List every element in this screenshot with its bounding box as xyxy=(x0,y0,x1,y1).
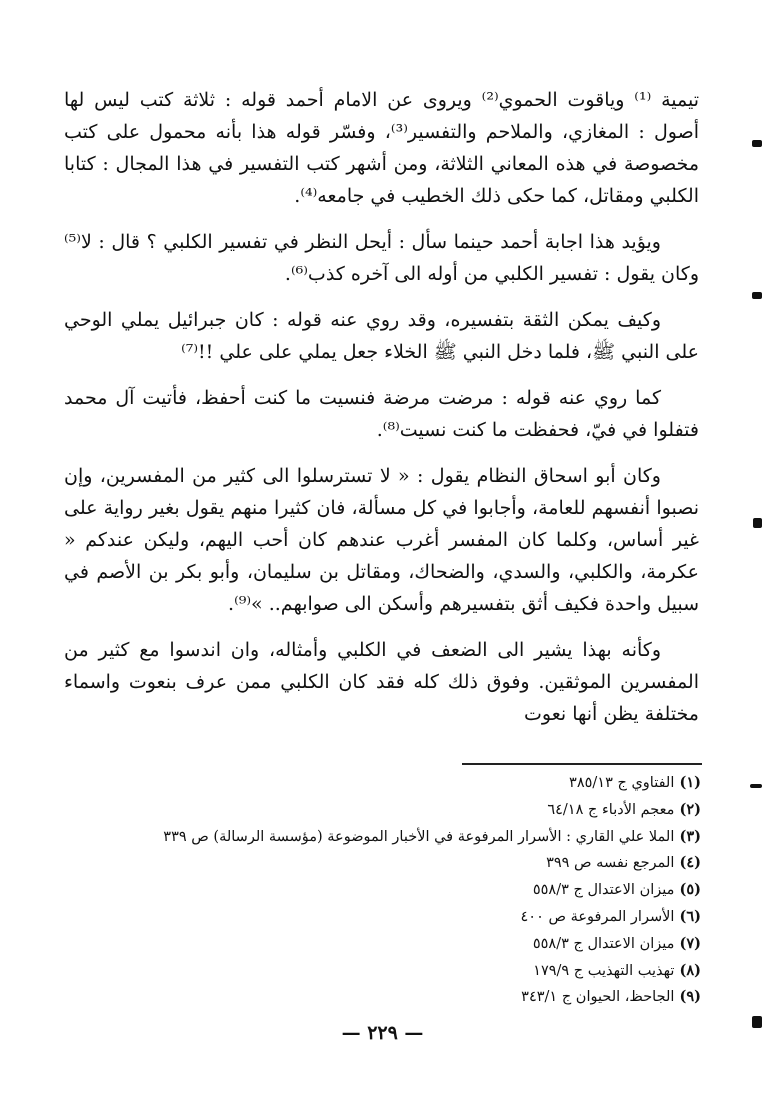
page-number: — ٢٢٩ — xyxy=(341,1022,424,1044)
scan-mark xyxy=(750,784,762,788)
footnote xyxy=(181,797,701,824)
footnote-text: المرجع نفسه ص ٣٩٩ xyxy=(546,855,675,872)
footnote-number: (٧) xyxy=(679,934,701,952)
footnote xyxy=(181,850,701,877)
paragraph: وكان أبو اسحاق النظام يقول : « لا تسترسلوا الى كثير من المفسرين، وإن نصبوا أنفسهم للعامة، وأجابوا في كل مسألة، فان كثيرا منهم يقول بغير رواية على غير أساس، وكلما كان المفسر أغرب عندهم كان أحب اليهم، وليكن عندكم « عكرمة، والكلبي، والسدي، والضحاك، ومقاتل بن سليمان، وأبو بكر بن الأصم في سبيل واحدة فكيف أثق بتفسيرهم وأسكن الى صوابهم.. »⁽⁹⁾. xyxy=(64,465,699,615)
footnote-text: تهذيب التهذيب ج ١٧٩/٩ xyxy=(533,962,675,979)
paragraph: تيمية ⁽¹⁾ وياقوت الحموي⁽²⁾ ويروى عن الامام أحمد قوله : ثلاثة كتب ليس لها أصول : المغازي، والملاحم والتفسير⁽³⁾، وفسّر قوله هذا بأنه محمول على كتب مخصوصة في هذه المعاني الثلاثة، ومن أشهر كتب التفسير في هذا المجال : كتابا الكلبي ومقاتل، كما حكى ذلك الخطيب في جامعه⁽⁴⁾. xyxy=(64,89,700,207)
main-text xyxy=(64,84,699,744)
paragraph: كما روي عنه قوله : مرضت مرضة فنسيت ما كنت أحفظ، فأتيت آل محمد فتفلوا في فيّ، فحفظت ما كنت نسيت⁽⁸⁾. xyxy=(64,387,699,441)
footnote-text: ميزان الاعتدال ج ٥٥٨/٣ xyxy=(532,882,675,899)
footnote-number: (٥) xyxy=(679,881,701,899)
footnote xyxy=(181,958,701,985)
footnote-number: (٨) xyxy=(679,961,701,979)
scan-mark xyxy=(752,140,762,147)
footnote xyxy=(181,931,701,958)
footnotes xyxy=(163,770,701,1011)
footnote xyxy=(181,770,701,797)
footnote-text: الجاحظ، الحيوان ج ٣٤٣/١ xyxy=(521,989,675,1006)
paragraph: وكيف يمكن الثقة بتفسيره، وقد روي عنه قوله : كان جبرائيل يملي الوحي على النبي ﷺ، فلما دخل النبي ﷺ الخلاء جعل يملي على علي !!⁽⁷⁾ xyxy=(64,309,699,363)
footnote-separator xyxy=(462,763,702,765)
footnote-number: (٣) xyxy=(679,827,701,845)
paragraph: ويؤيد هذا اجابة أحمد حينما سأل : أيحل النظر في تفسير الكلبي ؟ قال : لا⁽⁵⁾ وكان يقول : تفسير الكلبي من أوله الى آخره كذب⁽⁶⁾. xyxy=(64,231,699,285)
footnote-text: الفتاوي ج ٣٨٥/١٣ xyxy=(569,775,675,791)
scan-mark xyxy=(753,518,762,528)
footnote-text: الأسرار المرفوعة ص ٤٠٠ xyxy=(520,908,675,925)
footnote-number: (٩) xyxy=(679,988,701,1006)
footnote xyxy=(181,877,701,904)
footnote-text: ميزان الاعتدال ج ٥٥٨/٣ xyxy=(532,935,675,952)
footnote-text: الملا علي القاري : الأسرار المرفوعة في الأخبار الموضوعة (مؤسسة الرسالة) ص ٣٣٩ xyxy=(163,828,675,845)
footnote-number: (٢) xyxy=(679,800,701,818)
footnote-number: (٦) xyxy=(679,907,701,925)
footnote xyxy=(163,824,701,851)
footnote xyxy=(181,904,701,931)
footnote xyxy=(181,984,701,1011)
footnote-number: (٤) xyxy=(679,854,701,872)
footnote-number: (١) xyxy=(679,774,701,791)
scan-mark xyxy=(752,1016,762,1028)
footnote-text: معجم الأدباء ج ٦٤/١٨ xyxy=(547,801,675,818)
scan-mark xyxy=(752,292,762,299)
paragraph: وكأنه بهذا يشير الى الضعف في الكلبي وأمثاله، وان اندسوا مع كثير من المفسرين الموثقين. وفوق ذلك كله فقد كان الكلبي ممن عرف بنعوت واسماء مختلفة يظن أنها نعوت xyxy=(64,639,699,725)
